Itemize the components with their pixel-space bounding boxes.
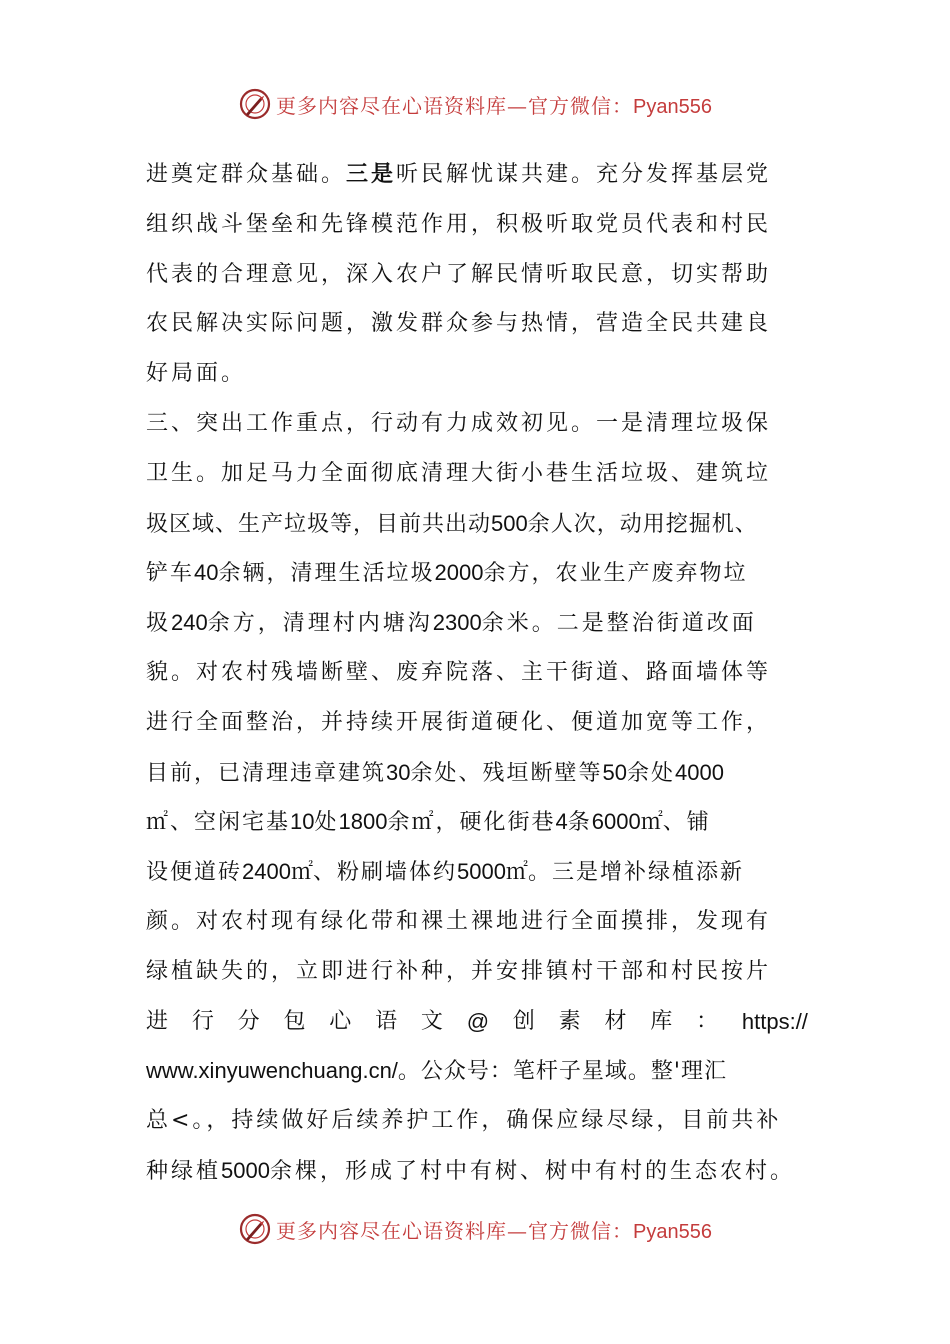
header-banner bbox=[0, 84, 950, 124]
footer-banner bbox=[0, 1209, 950, 1249]
spread-char: 包 bbox=[283, 1008, 306, 1034]
pen-nib-logo-icon bbox=[238, 1212, 272, 1246]
url-text: www.xinyuwenchuang.cn/ bbox=[146, 1058, 398, 1084]
spread-char: 心 bbox=[329, 1008, 352, 1034]
text-line: 种绿植5000余棵，形成了村中有树、树中有村的生态农村。 bbox=[146, 1157, 795, 1184]
text-line: 圾区域、生产垃圾等，目前共出动500余人次，动用挖掘机、 bbox=[146, 510, 758, 537]
text-line: 总<。，持续做好后续养护工作，确保应绿尽绿，目前共补 bbox=[146, 1108, 782, 1134]
text-line: 圾240余方，清理村内塘沟2300余米。二是整治街道改面 bbox=[146, 610, 757, 637]
text-line: 农民解决实际问题，激发群众参与热情，营造全民共建良 bbox=[146, 311, 772, 337]
bold-lead: 三是 bbox=[346, 162, 397, 187]
pen-nib-logo-icon bbox=[238, 87, 272, 121]
spread-char: 行 bbox=[191, 1008, 214, 1034]
text-line: 进奠定群众基础。三是听民解忧谋共建。充分发挥基层党 bbox=[146, 162, 772, 187]
spread-char: 创 bbox=[512, 1008, 535, 1034]
footer-wechat-id: Pyan556 bbox=[633, 1220, 712, 1243]
text-line: 铲车40余辆，清理生活垃圾2000余方，农业生产废弃物垃 bbox=[146, 560, 748, 587]
section-heading-line: 三、突出工作重点，行动有力成效初见。一是清理垃圾保 bbox=[146, 410, 772, 436]
text-line: 设便道砖2400㎡、粉刷墙体约5000㎡。三是增补绿植添新 bbox=[146, 859, 744, 886]
text-line: 代表的合理意见，深入农户了解民情听取民意，切实帮助 bbox=[146, 261, 772, 287]
text-line: ㎡、空闲宅基10处1800余㎡，硬化街巷4条6000㎡、铺 bbox=[146, 809, 711, 836]
spread-char: 材 bbox=[604, 1008, 627, 1034]
spread-char: ： bbox=[696, 1008, 719, 1034]
header-banner-text: 更多内容尽在心语资料库—官方微信：Pyan556 bbox=[276, 93, 712, 118]
spread-text-line bbox=[146, 997, 808, 1047]
text-line: 绿植缺失的，立即进行补种，并安排镇村干部和村民按片 bbox=[146, 958, 772, 984]
spread-char: 分 bbox=[237, 1008, 260, 1034]
text-line: 好局面。 bbox=[146, 361, 247, 387]
footer-banner-text: 更多内容尽在心语资料库—官方微信：Pyan556 bbox=[276, 1218, 712, 1243]
header-wechat-id: Pyan556 bbox=[633, 95, 712, 118]
text-line: 目前，已清理违章建筑30余处、残垣断壁等50余处4000 bbox=[146, 759, 724, 786]
spread-char: 库 bbox=[650, 1008, 673, 1034]
spread-char: https:// bbox=[741, 1008, 808, 1034]
spread-char: @ bbox=[466, 1008, 490, 1034]
spread-char: 文 bbox=[420, 1008, 443, 1034]
text-line: 组织战斗堡垒和先锋模范作用，积极听取党员代表和村民 bbox=[146, 211, 772, 237]
spread-char: 进 bbox=[146, 1008, 169, 1034]
text-line: 貌。对农村残墙断壁、废弃院落、主干街道、路面墙体等 bbox=[146, 659, 772, 685]
text-line: 卫生。加足马力全面彻底清理大街小巷生活垃圾、建筑垃 bbox=[146, 460, 772, 486]
text-line: 颜。对农村现有绿化带和裸土裸地进行全面摸排，发现有 bbox=[146, 908, 772, 934]
spread-char: 语 bbox=[375, 1008, 398, 1034]
text-line: www.xinyuwenchuang.cn/。公众号：笔杆子星域。整'理汇 bbox=[146, 1058, 727, 1085]
document-body bbox=[146, 150, 808, 1196]
text-line: 进行全面整治，并持续开展街道硬化、便道加宽等工作， bbox=[146, 709, 772, 735]
spread-char: 素 bbox=[558, 1008, 581, 1034]
